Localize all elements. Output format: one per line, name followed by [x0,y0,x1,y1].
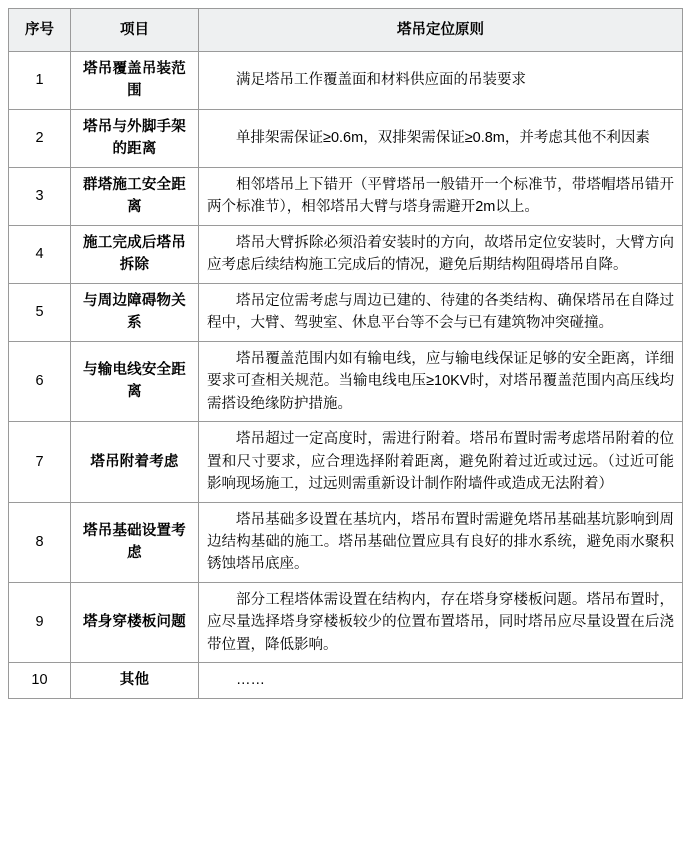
row-number: 4 [9,225,71,283]
table-row [9,582,683,662]
row-number: 3 [9,167,71,225]
table-row [9,502,683,582]
row-principle: 满足塔吊工作覆盖面和材料供应面的吊装要求 [199,52,683,110]
row-principle: 部分工程塔体需设置在结构内，存在塔身穿楼板问题。塔吊布置时，应尽量选择塔身穿楼板较少的位置布置塔吊，同时塔吊应尽量设置在后浇带位置，降低影响。 [199,582,683,662]
row-number: 8 [9,502,71,582]
row-item: 塔吊基础设置考虑 [71,502,199,582]
row-item: 与周边障碍物关系 [71,283,199,341]
table-row [9,663,683,698]
row-number: 1 [9,52,71,110]
row-principle: 塔吊超过一定高度时，需进行附着。塔吊布置时需考虑塔吊附着的位置和尺寸要求，应合理选择附着距离，避免附着过近或过远。（过近可能影响现场施工，过远则需重新设计制作附墙件或造成无法附着） [199,422,683,502]
table-row [9,52,683,110]
table-row [9,167,683,225]
row-principle: 塔吊基础多设置在基坑内，塔吊布置时需避免塔吊基础基坑影响到周边结构基础的施工。塔吊基础位置应具有良好的排水系统，避免雨水聚积锈蚀塔吊底座。 [199,502,683,582]
row-item: 塔吊覆盖吊装范围 [71,52,199,110]
row-item: 塔吊与外脚手架的距离 [71,109,199,167]
row-item: 塔吊附着考虑 [71,422,199,502]
row-number: 2 [9,109,71,167]
table-header-row [9,9,683,52]
tower-crane-positioning-table [8,8,683,699]
row-principle: 塔吊覆盖范围内如有输电线，应与输电线保证足够的安全距离，详细要求可查相关规范。当输电线电压≥10KV时，对塔吊覆盖范围内高压线均需搭设绝缘防护措施。 [199,341,683,421]
column-header-no: 序号 [9,9,71,52]
table-row [9,225,683,283]
row-item: 施工完成后塔吊拆除 [71,225,199,283]
row-principle: …… [199,663,683,698]
column-header-principle: 塔吊定位原则 [199,9,683,52]
row-number: 10 [9,663,71,698]
column-header-item: 项目 [71,9,199,52]
table-row [9,422,683,502]
table-row [9,283,683,341]
row-item: 群塔施工安全距离 [71,167,199,225]
row-principle: 相邻塔吊上下错开（平臂塔吊一般错开一个标准节，带塔帽塔吊错开两个标准节），相邻塔吊大臂与塔身需避开2m以上。 [199,167,683,225]
row-principle: 塔吊定位需考虑与周边已建的、待建的各类结构、确保塔吊在自降过程中，大臂、驾驶室、休息平台等不会与已有建筑物冲突碰撞。 [199,283,683,341]
row-item: 塔身穿楼板问题 [71,582,199,662]
row-number: 5 [9,283,71,341]
row-principle: 单排架需保证≥0.6m，双排架需保证≥0.8m，并考虑其他不利因素 [199,109,683,167]
row-item: 其他 [71,663,199,698]
row-item: 与输电线安全距离 [71,341,199,421]
table-body [9,52,683,699]
table-row [9,109,683,167]
row-number: 7 [9,422,71,502]
row-number: 6 [9,341,71,421]
row-number: 9 [9,582,71,662]
table-row [9,341,683,421]
table-header [9,9,683,52]
row-principle: 塔吊大臂拆除必须沿着安装时的方向，故塔吊定位安装时，大臂方向应考虑后续结构施工完成后的情况，避免后期结构阻碍塔吊自降。 [199,225,683,283]
